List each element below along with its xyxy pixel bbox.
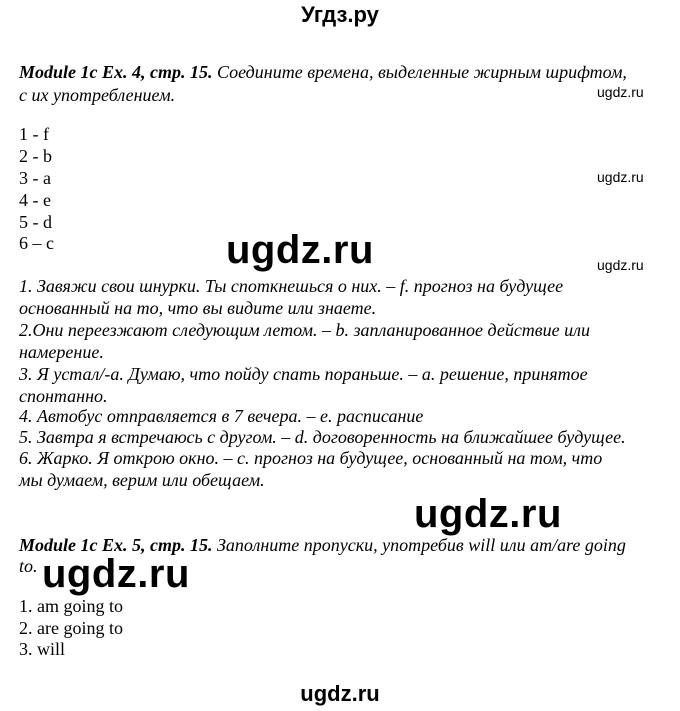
answer-item: 1 - f — [19, 124, 49, 144]
sentence-line: намерение. — [19, 342, 104, 362]
exercise4-heading-line2: с их употреблением. — [19, 85, 176, 105]
watermark-large: ugdz.ru — [42, 552, 190, 596]
sentence-line: 4. Автобус отправляется в 7 вечера. – e. расписание — [19, 406, 424, 426]
site-title: Угдз.ру — [301, 2, 379, 27]
exercise4-heading-text: Соедините времена, выделенные жирным шрифтом, — [212, 62, 627, 82]
watermark-small: ugdz.ru — [597, 257, 644, 273]
answer-item: 2 - b — [19, 146, 52, 166]
exercise5-heading-text: Заполните пропуски, употребив will или am/are going — [212, 535, 626, 555]
answer-item: 6 – c — [19, 233, 54, 253]
watermark-bottom: ugdz.ru — [300, 681, 380, 706]
answer-item: 2. are going to — [19, 618, 123, 638]
answer-item: 3. will — [19, 639, 66, 659]
watermark-small: ugdz.ru — [597, 169, 644, 185]
sentence-line: 1. Завяжи свои шнурки. Ты споткнешься о них. – f. прогноз на будущее — [19, 276, 564, 296]
answer-item: 5 - d — [19, 212, 52, 232]
exercise4-heading-bold: Module 1c Ex. 4, стр. 15. — [19, 62, 213, 82]
sentence-line: спонтанно. — [19, 386, 108, 406]
sentence-line: 3. Я устал/-а. Думаю, что пойду спать пораньше. – a. решение, принятое — [19, 364, 588, 384]
watermark-large: ugdz.ru — [226, 228, 374, 272]
sentence-line: 6. Жарко. Я открою окно. – с. прогноз на будущее, основанный на том, что — [19, 448, 603, 468]
sentence-line: мы думаем, верим или обещаем. — [19, 470, 265, 490]
exercise5-heading-line2: to. — [19, 556, 38, 576]
sentence-line: 5. Завтра я встречаюсь с другом. – d. договоренность на ближайшее будущее. — [19, 427, 626, 447]
sentence-line: основанный на то, что вы видите или знаете. — [19, 298, 377, 318]
exercise5-heading-bold: Module 1c Ex. 5, стр. 15. — [19, 535, 213, 555]
watermark-large: ugdz.ru — [414, 492, 562, 536]
answer-item: 1. am going to — [19, 596, 123, 616]
answer-item: 3 - a — [19, 168, 51, 188]
exercise4-heading-line1 — [19, 61, 627, 84]
watermark-small: ugdz.ru — [597, 84, 644, 100]
answer-item: 4 - e — [19, 190, 51, 210]
sentence-line: 2.Они переезжают следующим летом. – b. запланированное действие или — [19, 320, 590, 340]
